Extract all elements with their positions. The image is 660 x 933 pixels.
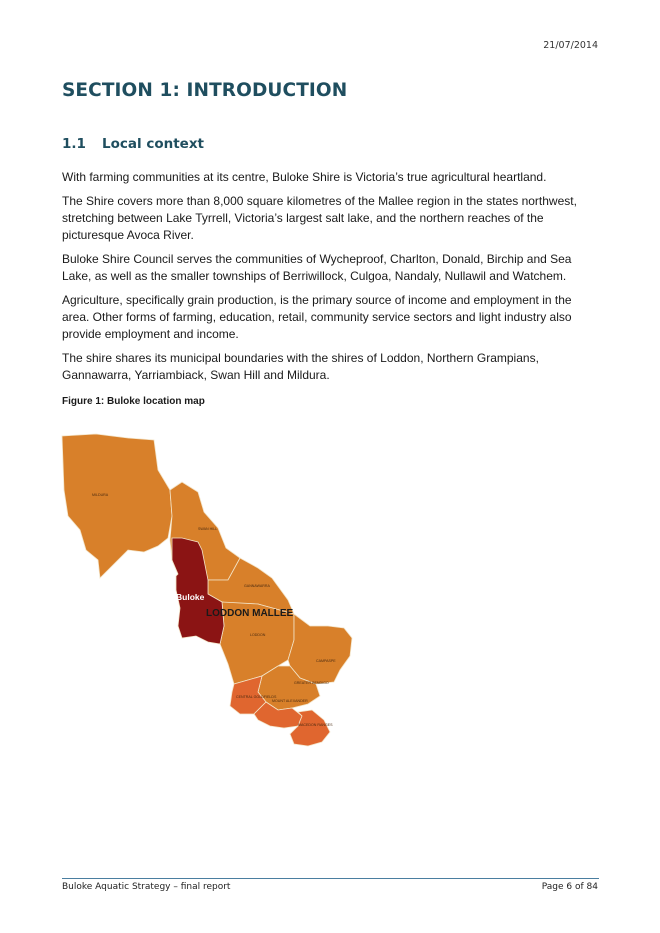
footer-report-title: Buloke Aquatic Strategy – final report (62, 882, 231, 892)
section-title: SECTION 1: INTRODUCTION (62, 80, 348, 101)
map-label-mildura: MILDURA (92, 493, 109, 497)
location-map (58, 430, 358, 750)
map-label-swan-hill: SWAN HILL (198, 527, 218, 531)
footer-divider (62, 878, 599, 879)
map-label-greater-bendigo: GREATER BENDIGO (294, 681, 329, 685)
map-label-buloke: Buloke (176, 592, 205, 602)
header-date: 21/07/2014 (543, 40, 598, 51)
map-label-central-goldfields: CENTRAL GOLDFIELDS (236, 695, 277, 699)
paragraph: Agriculture, specifically grain production, is the primary source of income and employment in the area. Other forms of farming, education, retail, community service sectors and light industry also provide employment and income. (62, 293, 572, 341)
map-label-loddon: LODDON (250, 633, 266, 637)
map-title: LODDON MALLEE (206, 608, 294, 619)
subsection-heading (62, 136, 204, 152)
subsection-title: Local context (102, 136, 204, 152)
map-label-campaspe: CAMPASPE (316, 659, 336, 663)
paragraph: The Shire covers more than 8,000 square kilometres of the Mallee region in the states northwest, stretching between Lake Tyrrell, Victoria’s largest salt lake, and the northern reaches of the picturesque Avoca River. (62, 194, 577, 242)
figure-caption: Figure 1: Buloke location map (62, 396, 205, 407)
region-mildura (62, 434, 172, 578)
subsection-number: 1.1 (62, 136, 86, 152)
footer-page-number: Page 6 of 84 (541, 882, 598, 892)
body-text (62, 169, 602, 391)
map-label-macedon-ranges: MACEDON RANGES (298, 723, 333, 727)
region-campaspe (288, 614, 352, 684)
map-label-mount-alexander: MOUNT ALEXANDER (272, 699, 308, 703)
location-map-svg (58, 430, 358, 750)
paragraph: Buloke Shire Council serves the communities of Wycheproof, Charlton, Donald, Birchip and Sea Lake, as well as the smaller townships of Berriwillock, Culgoa, Nandaly, Nullawil and Watchem. (62, 252, 572, 283)
map-label-gannawarra: GANNAWARRA (244, 584, 270, 588)
paragraph: With farming communities at its centre, Buloke Shire is Victoria’s true agricultural heartland. (62, 170, 547, 184)
paragraph: The shire shares its municipal boundaries with the shires of Loddon, Northern Grampians, Gannawarra, Yarriambiack, Swan Hill and Mildura. (62, 351, 539, 382)
